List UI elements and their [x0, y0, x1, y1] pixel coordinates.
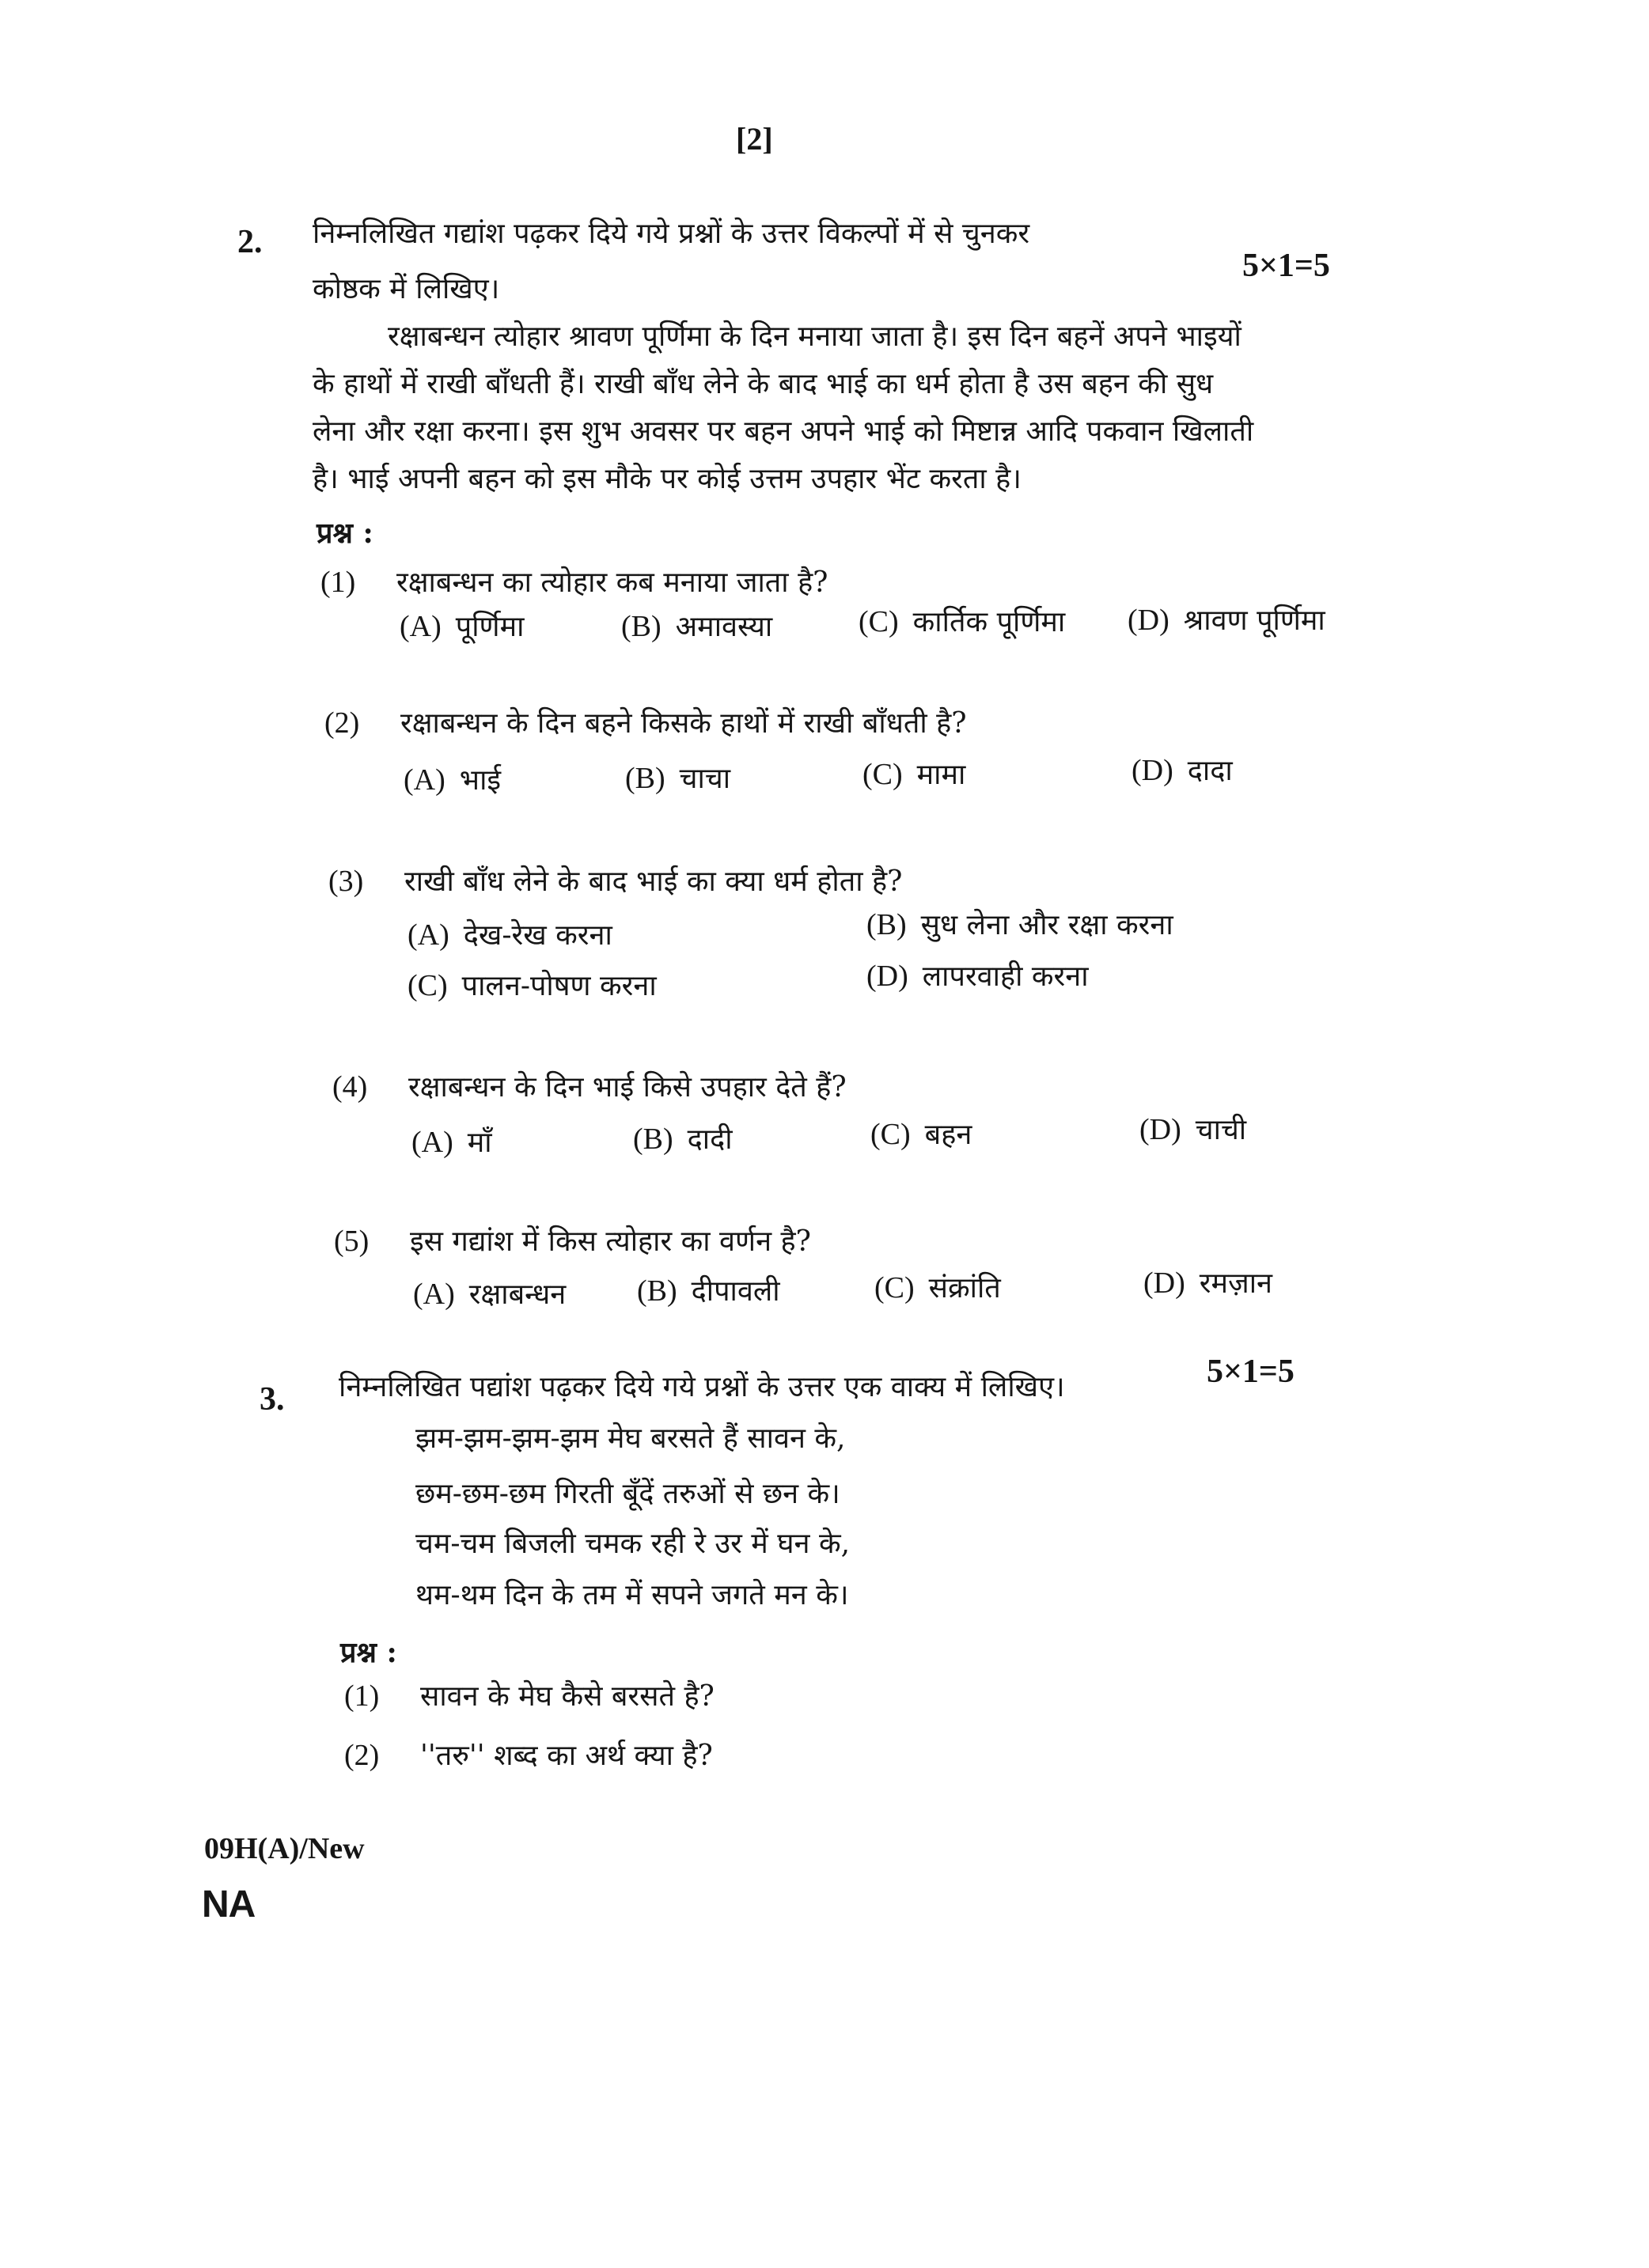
- option: [1143, 1264, 1272, 1303]
- question-text: ''तरु'' शब्द का अर्थ क्या है?: [420, 1740, 713, 1772]
- option-text: पूर्णिमा: [455, 611, 525, 643]
- passage-line: के हाथों में राखी बाँधती हैं। राखी बाँध लेने के बाद भाई का धर्म होता है उस बहन की सुध: [313, 368, 1214, 400]
- option-label: (D): [1143, 1267, 1185, 1300]
- question-number: (5): [334, 1225, 370, 1258]
- option-text: भाई: [459, 764, 502, 797]
- option-text: दादा: [1187, 755, 1233, 787]
- page-number: [2]: [736, 121, 773, 157]
- passage-line: है। भाई अपनी बहन को इस मौके पर कोई उत्तम उपहार भेंट करता है।: [313, 463, 1022, 495]
- q3-marks: 5×1=5: [1207, 1354, 1295, 1390]
- q2-number: 2.: [237, 224, 263, 260]
- option-text: रमज़ान: [1199, 1267, 1273, 1300]
- option-text: चाचा: [679, 763, 731, 795]
- option: [408, 967, 657, 1005]
- question: [332, 1068, 847, 1107]
- question-text: राखी बाँध लेने के बाद भाई का क्या धर्म होता है?: [404, 865, 903, 898]
- question-text: सावन के मेघ कैसे बरसते है?: [420, 1680, 715, 1713]
- option-text: दीपावली: [691, 1275, 780, 1308]
- option-text: मामा: [916, 759, 966, 791]
- question: [328, 862, 902, 901]
- option: [637, 1272, 780, 1311]
- option-label: (B): [621, 610, 661, 643]
- option: [862, 755, 965, 794]
- option-label: (A): [413, 1278, 455, 1311]
- option-text: संक्रांति: [928, 1272, 1001, 1304]
- option: [870, 1115, 972, 1154]
- option: [633, 1120, 733, 1159]
- q2-questions-heading: प्रश्न :: [317, 517, 373, 550]
- option-text: लापरवाही करना: [922, 960, 1089, 993]
- question: [324, 704, 967, 743]
- question-text: इस गद्यांश में किस त्योहार का वर्णन है?: [410, 1225, 811, 1258]
- passage-line: लेना और रक्षा करना। इस शुभ अवसर पर बहन अपने भाई को मिष्टान्न आदि पकवान खिलाती: [313, 415, 1254, 448]
- q3-questions-heading: प्रश्न :: [340, 1636, 397, 1669]
- option-label: (D): [1128, 604, 1169, 637]
- option-label: (B): [637, 1274, 677, 1308]
- option-label: (B): [633, 1123, 673, 1156]
- question-number: (4): [332, 1070, 368, 1104]
- question-number: (3): [328, 865, 364, 898]
- question-number: (2): [344, 1739, 380, 1772]
- option-text: देख-रेख करना: [463, 919, 612, 952]
- question-number: (1): [320, 566, 356, 599]
- option-label: (A): [404, 763, 445, 797]
- option: [621, 608, 772, 646]
- question: [334, 1222, 811, 1261]
- option-label: (A): [408, 918, 449, 952]
- passage-line: रक्षाबन्धन त्योहार श्रावण पूर्णिमा के दिन मनाया जाता है। इस दिन बहनें अपने भाइयों: [388, 320, 1241, 353]
- q2-instruction-line2: कोष्ठक में लिखिए।: [313, 273, 500, 305]
- option-text: सुध लेना और रक्षा करना: [920, 909, 1173, 941]
- poem-line: थम-थम दिन के तम में सपने जगते मन के।: [415, 1579, 849, 1611]
- q2-marks: 5×1=5: [1242, 248, 1330, 284]
- paper-code: 09H(A)/New: [204, 1832, 365, 1865]
- question-number: (1): [344, 1679, 380, 1713]
- option-text: बहन: [924, 1119, 972, 1151]
- option: [400, 608, 524, 646]
- question-text: रक्षाबन्धन का त्योहार कब मनाया जाता है?: [396, 566, 828, 599]
- poem-line: झम-झम-झम-झम मेघ बरसते हैं सावन के,: [415, 1422, 846, 1455]
- option-label: (A): [400, 610, 442, 643]
- option-label: (D): [1132, 754, 1173, 787]
- option: [413, 1275, 566, 1314]
- option: [859, 603, 1065, 642]
- poem-line: छम-छम-छम गिरती बूँदें तरुओं से छन के।: [415, 1478, 840, 1510]
- question: [344, 1677, 715, 1716]
- option-text: श्रावण पूर्णिमा: [1183, 604, 1325, 637]
- option-text: रक्षाबन्धन: [468, 1278, 567, 1311]
- option: [404, 761, 501, 800]
- option-label: (C): [874, 1271, 915, 1304]
- option-label: (B): [866, 908, 907, 941]
- option: [408, 916, 612, 955]
- question: [320, 563, 828, 602]
- option: [866, 906, 1173, 945]
- question-text: रक्षाबन्धन के दिन बहने किसके हाथों में राखी बाँधती है?: [400, 707, 967, 740]
- option: [866, 957, 1089, 996]
- option-text: अमावस्या: [675, 611, 773, 643]
- option-label: (C): [859, 605, 899, 638]
- question-number: (2): [324, 706, 360, 740]
- option-label: (D): [866, 960, 908, 993]
- option-label: (C): [870, 1118, 911, 1151]
- q2-instruction-line1: निम्नलिखित गद्यांश पढ़कर दिये गये प्रश्नों के उत्तर विकल्पों में से चुनकर: [313, 218, 1030, 250]
- option-text: माँ: [467, 1126, 492, 1159]
- poem-line: चम-चम बिजली चमक रही रे उर में घन के,: [415, 1528, 851, 1560]
- option: [874, 1269, 1001, 1308]
- option-label: (B): [625, 762, 665, 795]
- option-text: दादी: [687, 1123, 733, 1156]
- option: [625, 759, 730, 798]
- option-text: पालन-पोषण करना: [461, 970, 657, 1002]
- question: [344, 1736, 713, 1775]
- footer-mark: NA: [202, 1884, 256, 1925]
- option: [1132, 752, 1233, 790]
- option: [1128, 601, 1325, 640]
- option-label: (A): [411, 1126, 453, 1159]
- q3-instruction: निम्नलिखित पद्यांश पढ़कर दिये गये प्रश्नों के उत्तर एक वाक्य में लिखिए।: [339, 1371, 1065, 1403]
- option: [1139, 1111, 1246, 1149]
- question-text: रक्षाबन्धन के दिन भाई किसे उपहार देते हैं?: [408, 1071, 847, 1104]
- option: [411, 1123, 492, 1162]
- q3-number: 3.: [260, 1381, 285, 1418]
- option-text: कार्तिक पूर्णिमा: [912, 606, 1066, 638]
- option-label: (D): [1139, 1113, 1181, 1146]
- option-label: (C): [862, 758, 903, 791]
- option-label: (C): [408, 969, 448, 1002]
- option-text: चाची: [1195, 1114, 1247, 1146]
